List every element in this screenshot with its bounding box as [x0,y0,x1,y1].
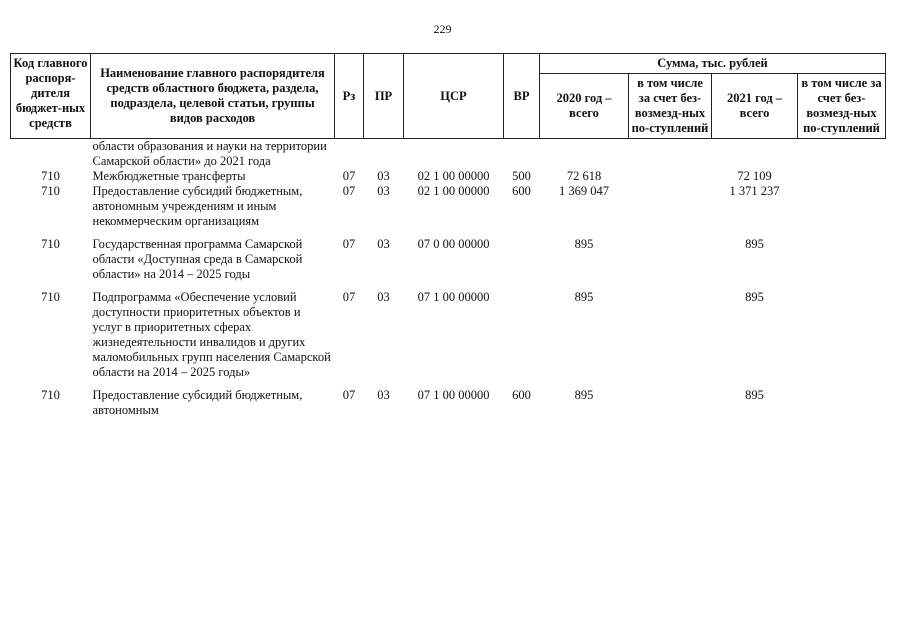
cell-pr: 03 [377,184,390,198]
cell-name: Предоставление субсидий бюджетным, автономным [92,388,303,417]
cell-code: 710 [41,388,60,402]
cell-pr: 03 [377,388,390,402]
row-gap [11,282,886,290]
header-2020-total: 2020 год – всего [540,74,629,139]
cell-csr: 02 1 00 00000 [417,184,490,198]
cell-csr: 07 0 00 00000 [417,237,490,251]
cell-code: 710 [41,169,60,183]
cell-csr [404,139,504,170]
table-row [11,184,886,229]
cell-vr: 600 [512,388,531,402]
cell-2020-total: 895 [574,388,594,402]
table-row [11,169,886,184]
cell-csr: 02 1 00 00000 [417,169,490,183]
cell-2021-free [798,388,886,418]
header-sum: Сумма, тыс. рублей [540,54,886,74]
table-row [11,290,886,380]
table-header [11,54,886,139]
cell-2021-free [798,290,886,380]
cell-2020-free [629,388,712,418]
cell-vr: 500 [512,169,531,183]
budget-table [10,53,886,418]
header-pr: ПР [364,54,404,139]
cell-name: Государственная программа Самарской области «Доступная среда в Самарской области» на 2014 – 2025 годы [92,237,303,281]
cell-2020-free [629,290,712,380]
row-gap [11,380,886,388]
gap-cell [11,380,886,388]
row-gap [11,229,886,237]
cell-name: Предоставление субсидий бюджетным, автономным учреждениям и иным некоммерческим организациям [92,184,303,228]
cell-rz: 07 [342,388,356,402]
cell-csr: 07 1 00 00000 [417,388,490,402]
cell-2021-free [798,184,886,229]
header-2020-free: в том числе за счет без-возмезд-ных по-ступлений [629,74,712,139]
cell-rz: 07 [342,169,356,183]
cell-2021-total [712,139,798,170]
cell-csr: 07 1 00 00000 [417,290,490,304]
cell-vr: 600 [512,184,531,198]
cell-2021-total: 895 [745,388,764,402]
header-vr: ВР [504,54,540,139]
cell-code: 710 [41,290,60,304]
cell-2020-total: 72 618 [566,169,602,183]
page-number: 229 [433,22,452,36]
header-csr: ЦСР [404,54,504,139]
table-row [11,139,886,170]
header-name: Наименование главного распорядителя средств областного бюджета, раздела, подраздела, целевой статьи, группы видов расходов [91,54,335,139]
cell-2021-free [798,169,886,184]
cell-2021-free [798,237,886,282]
cell-rz: 07 [342,290,356,304]
cell-2021-total: 1 371 237 [729,184,780,198]
cell-2020-free [629,184,712,229]
cell-vr [504,237,540,282]
cell-2021-total: 895 [745,290,764,304]
table-row [11,388,886,418]
cell-code: 710 [41,237,60,251]
cell-pr [364,139,404,170]
header-rz: Рз [335,54,364,139]
cell-rz [335,139,364,170]
table-body [11,139,886,419]
cell-2021-total: 895 [745,237,764,251]
cell-code [11,139,91,170]
cell-vr [504,290,540,380]
gap-cell [11,282,886,290]
cell-name: Межбюджетные трансферты [92,169,246,183]
cell-2020-total: 895 [574,290,594,304]
cell-code: 710 [41,184,60,198]
cell-name: области образования и науки на территории Самарской области» до 2021 года [92,139,327,168]
cell-2021-free [798,139,886,170]
cell-2020-total: 1 369 047 [559,184,609,198]
cell-2020-free [629,237,712,282]
cell-vr [504,139,540,170]
cell-2020-free [629,139,712,170]
cell-2021-total: 72 109 [737,169,772,183]
cell-rz: 07 [342,237,356,251]
cell-pr: 03 [377,290,390,304]
header-code: Код главного распоря-дителя бюджет-ных средств [11,54,91,139]
table-row [11,237,886,282]
header-2021-total: 2021 год – всего [712,74,798,139]
cell-name: Подпрограмма «Обеспечение условий доступности приоритетных объектов и услуг в приоритетных сферах жизнедеятельности инвалидов и других маломобильных групп населения Самарской области на 2014 – 2025 годы» [92,290,331,379]
cell-2020-total: 895 [574,237,594,251]
header-2021-free: в том числе за счет без-возмезд-ных по-ступлений [798,74,886,139]
cell-2020-total [540,139,629,170]
gap-cell [11,229,886,237]
cell-pr: 03 [377,237,390,251]
cell-pr: 03 [377,169,390,183]
cell-2020-free [629,169,712,184]
cell-rz: 07 [342,184,356,198]
